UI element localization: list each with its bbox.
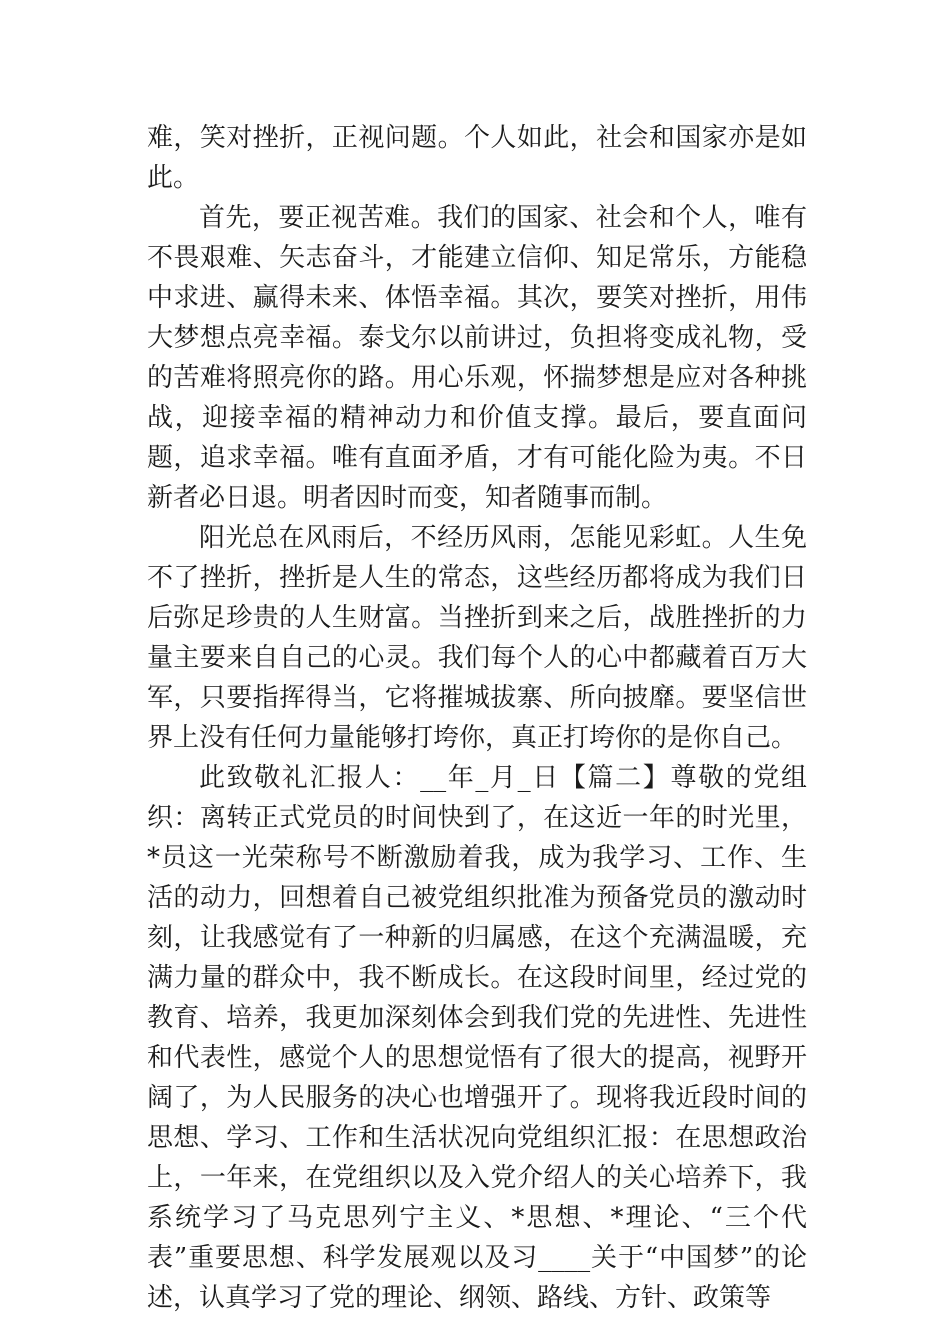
paragraph-continuation: 难，笑对挫折，正视问题。个人如此，社会和国家亦是如此。 [147, 123, 807, 193]
paragraph-report-part-two: 此致敬礼汇报人：__年_月_日【篇二】尊敬的党组织：离转正式党员的时间快到了，在这近一年的时光里，*员这一光荣称号不断激励着我，成为我学习、工作、生活的动力，回想着自己被党组织批准为预备党员的激动时刻，让我感觉有了一种新的归属感，在这个充满温暖，充满力量的群众中，我不断成长。在这段时间里，经过党的教育、培养，我更加深刻体会到我们党的先进性、先进性和代表性，感觉个人的思想觉悟有了很大的提高，视野开阔了，为人民服务的决心也增强开了。现将我近段时间的思想、学习、工作和生活状况向党组织汇报：在思想政治上，一年来，在党组织以及入党介绍人的关心培养下，我系统学习了马克思列宁主义、*思想、*理论、“三个代表”重要思想、科学发展观以及习____关于“中国梦”的论述，认真学习了党的理论、纲领、路线、方针、政策等 [147, 763, 807, 1313]
document-body [147, 118, 807, 1318]
paragraph-first-second-last: 首先，要正视苦难。我们的国家、社会和个人，唯有不畏艰难、矢志奋斗，才能建立信仰、知足常乐，方能稳中求进、赢得未来、体悟幸福。其次，要笑对挫折，用伟大梦想点亮幸福。泰戈尔以前讲过，负担将变成礼物，受的苦难将照亮你的路。用心乐观，怀揣梦想是应对各种挑战，迎接幸福的精神动力和价值支撑。最后，要直面问题，追求幸福。唯有直面矛盾，才有可能化险为夷。不日新者必日退。明者因时而变，知者随事而制。 [147, 203, 807, 513]
paragraph-sunshine-after-storm: 阳光总在风雨后，不经历风雨，怎能见彩虹。人生免不了挫折，挫折是人生的常态，这些经历都将成为我们日后弥足珍贵的人生财富。当挫折到来之后，战胜挫折的力量主要来自自己的心灵。我们每个人的心中都藏着百万大军，只要指挥得当，它将摧城拔寨、所向披靡。要坚信世界上没有任何力量能够打垮你，真正打垮你的是你自己。 [147, 523, 807, 753]
